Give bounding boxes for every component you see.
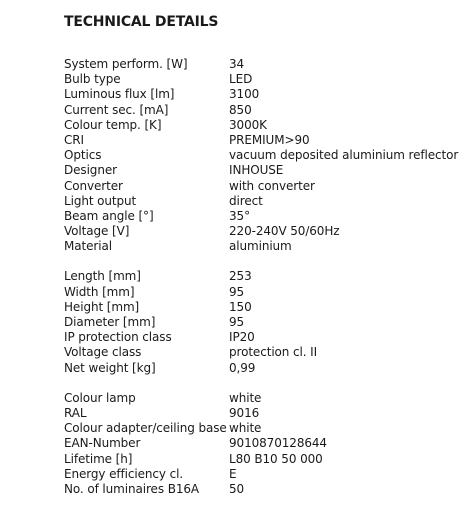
spec-row <box>64 224 464 239</box>
spec-label: Colour temp. [K] <box>64 117 162 132</box>
spec-value: white <box>229 390 262 405</box>
spec-row <box>64 285 464 300</box>
spec-row <box>64 421 464 436</box>
spec-label: Colour lamp <box>64 390 136 405</box>
spec-value: 253 <box>229 269 252 284</box>
spec-value: LED <box>229 72 253 87</box>
spec-row <box>64 345 464 360</box>
spec-label: Beam angle [°] <box>64 208 154 223</box>
spec-label: RAL <box>64 405 87 420</box>
spec-label: Width [mm] <box>64 284 135 299</box>
spec-row <box>64 118 464 133</box>
spec-row <box>64 148 464 163</box>
spec-value: 0,99 <box>229 360 256 375</box>
spec-label: Designer <box>64 163 117 178</box>
spec-label: Converter <box>64 178 123 193</box>
spec-value: 34 <box>229 57 245 71</box>
spec-value: L80 B10 50 000 <box>229 451 323 466</box>
spec-row <box>64 315 464 330</box>
page-title: TECHNICAL DETAILS <box>64 14 219 30</box>
spec-row <box>64 163 464 178</box>
spec-value: 3100 <box>229 87 260 102</box>
spec-row <box>64 87 464 102</box>
spec-group-finish <box>64 391 464 497</box>
spec-row <box>64 57 464 72</box>
spec-value: 3000K <box>229 117 267 132</box>
spec-label: CRI <box>64 132 84 147</box>
spec-label: Current sec. [mA] <box>64 102 169 117</box>
spec-row <box>64 482 464 497</box>
spec-row <box>64 72 464 87</box>
spec-group-performance <box>64 57 464 254</box>
spec-row <box>64 269 464 284</box>
spec-table <box>64 57 464 512</box>
spec-row <box>64 406 464 421</box>
spec-label: Voltage [V] <box>64 224 130 239</box>
spec-label: EAN-Number <box>64 436 141 451</box>
spec-label: Bulb type <box>64 72 121 87</box>
spec-label: Light output <box>64 193 137 208</box>
spec-value: aluminium <box>229 239 292 254</box>
spec-label: Luminous flux [lm] <box>64 87 175 102</box>
spec-row <box>64 209 464 224</box>
spec-row <box>64 467 464 482</box>
spec-value: IP20 <box>229 330 255 345</box>
spec-label: Optics <box>64 148 102 163</box>
spec-label: Colour adapter/ceiling base <box>64 421 227 436</box>
spec-label: Lifetime [h] <box>64 451 133 466</box>
spec-value: white <box>229 421 262 436</box>
spec-row <box>64 194 464 209</box>
spec-value: 95 <box>229 284 245 299</box>
spec-label: Net weight [kg] <box>64 360 156 375</box>
spec-value: INHOUSE <box>229 163 284 178</box>
spec-value: 95 <box>229 315 245 329</box>
spec-value: protection cl. II <box>229 345 318 360</box>
spec-row <box>64 330 464 345</box>
spec-row <box>64 179 464 194</box>
spec-row <box>64 300 464 315</box>
spec-label: No. of luminaires B16A <box>64 481 200 496</box>
spec-row <box>64 239 464 254</box>
spec-value: 9016 <box>229 405 260 420</box>
spec-row <box>64 133 464 148</box>
spec-value: 50 <box>229 481 245 496</box>
spec-label: System perform. [W] <box>64 57 188 71</box>
spec-row <box>64 452 464 467</box>
spec-row <box>64 436 464 451</box>
spec-value: 220-240V 50/60Hz <box>229 224 340 239</box>
spec-value: 850 <box>229 102 252 117</box>
spec-row <box>64 361 464 376</box>
spec-label: Voltage class <box>64 345 142 360</box>
spec-value: PREMIUM>90 <box>229 132 310 147</box>
spec-label: Diameter [mm] <box>64 315 156 329</box>
spec-value: direct <box>229 193 263 208</box>
spec-label: Material <box>64 239 112 254</box>
spec-value: E <box>229 466 237 481</box>
spec-value: 35° <box>229 208 250 223</box>
spec-value: 150 <box>229 299 252 314</box>
spec-row <box>64 391 464 406</box>
spec-value: vacuum deposited aluminium reflector <box>229 148 459 163</box>
spec-value: with converter <box>229 178 315 193</box>
spec-value: 9010870128644 <box>229 436 327 451</box>
spec-label: Height [mm] <box>64 299 140 314</box>
spec-label: Energy efficiency cl. <box>64 466 184 481</box>
spec-label: Length [mm] <box>64 269 141 284</box>
spec-row <box>64 103 464 118</box>
spec-label: IP protection class <box>64 330 172 345</box>
spec-group-dimensions <box>64 269 464 375</box>
